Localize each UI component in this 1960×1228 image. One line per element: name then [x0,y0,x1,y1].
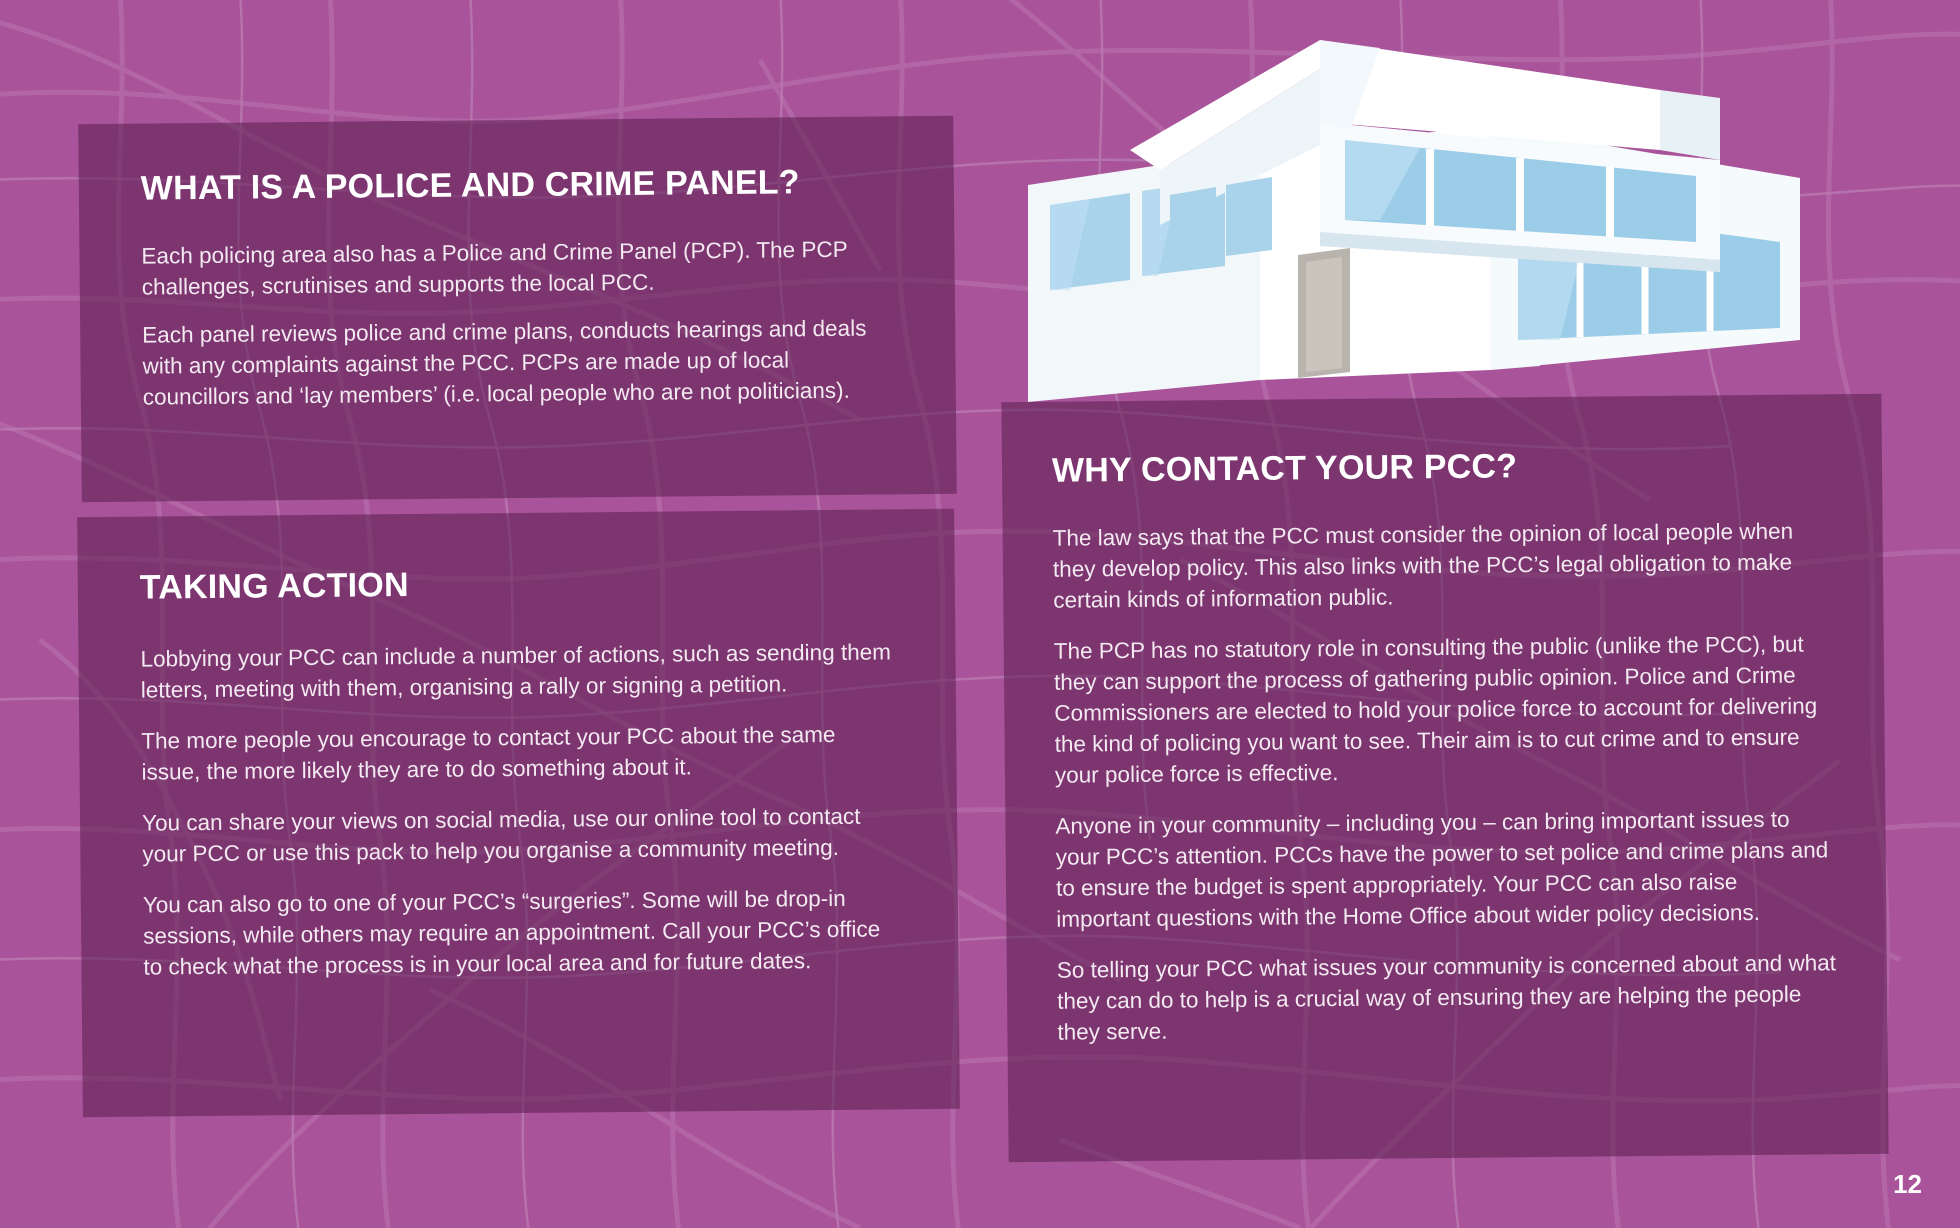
panel-title: WHY CONTACT YOUR PCC? [1051,447,1518,490]
panel-paragraph: The more people you encourage to contact your PCC about the same issue, the more likely they are to do something about it. [141,721,836,785]
panel-paragraph: The PCP has no statutory role in consulting the public (unlike the PCC), but they can support the process of gathering public opinion. Police and Crime Commissioners are elected to hold your police force to account for delivering the kind of policing you want to see. Their aim is to cut crime and to ensure your police force is effective. [1053,631,1818,788]
panel-paragraph: The law says that the PCC must consider the opinion of local people when they develop policy. This also links with the PCC’s legal obligation to make certain kinds of information public. [1052,518,1794,613]
panel-paragraph: So telling your PCC what issues your community is concerned about and what they can do to help is a crucial way of ensuring they are helping the people they serve. [1056,950,1837,1045]
panel-paragraph: You can share your views on social media, use our online tool to contact your PCC or use this pack to help you organise a community meeting. [141,803,861,867]
panel-paragraph: Anyone in your community – including you – can bring important issues to your PCC’s attention. PCCs have the power to set police and crime plans and to ensure the budget is spent appropriately. Your PCC can also raise important questions with the Home Office about wider policy decisions. [1055,806,1829,932]
panel-paragraph: You can also go to one of your PCC’s “surgeries”. Some will be drop-in sessions, while others may require an appointment. Call your PCC’s office to check what the process is in your local area and for future dates. [142,885,881,980]
page-number: 12 [1893,1169,1922,1199]
panel-paragraph: Each policing area also has a Police and Crime Panel (PCP). The PCP challenges, scrutinises and supports the local PCC. [141,236,848,300]
panel-title: TAKING ACTION [139,566,409,607]
panel-why-contact-your-pcc [1001,394,1888,1162]
panel-paragraph: Lobbying your PCC can include a number of actions, such as sending them letters, meeting with them, organising a rally or signing a petition. [140,639,892,703]
panel-taking-action [77,509,960,1117]
panel-paragraph: Each panel reviews police and crime plans, conducts hearings and deals with any complaints against the PCC. PCPs are made up of local councillors and ‘lay members’ (i.e. local people who are not politicians). [142,315,867,410]
panel-what-is-a-police-and-crime-panel [78,116,957,502]
panel-title: WHAT IS A POLICE AND CRIME PANEL? [140,163,800,208]
